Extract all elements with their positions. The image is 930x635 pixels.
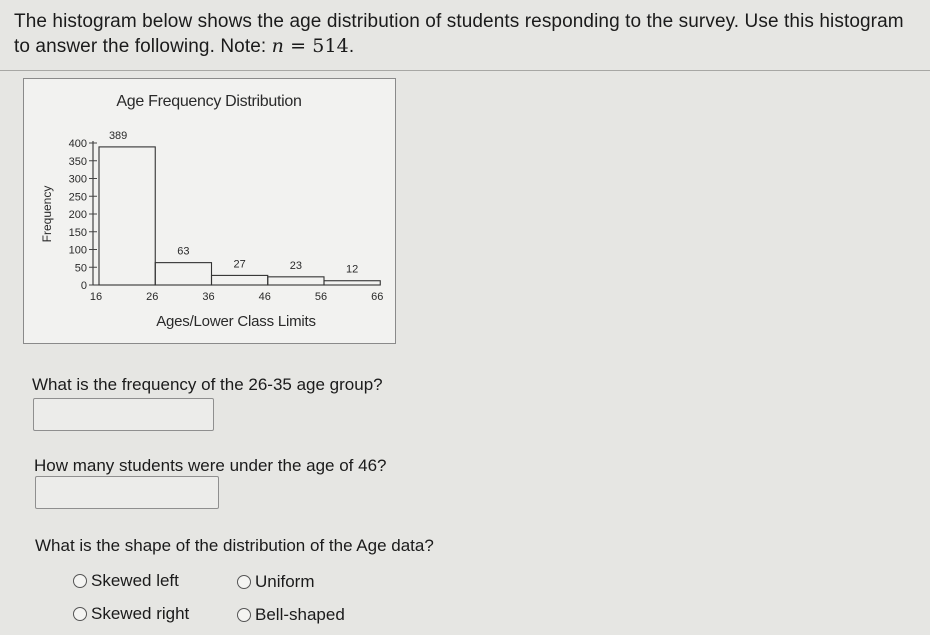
y-axis-title: Frequency [40, 185, 54, 243]
bar-value-label: 27 [233, 258, 246, 271]
prompt-end: . [348, 36, 355, 57]
y-tick-label: 350 [68, 155, 87, 168]
y-tick-label: 0 [80, 280, 87, 292]
q2-answer-field[interactable] [35, 476, 219, 509]
radio-button-icon[interactable] [73, 574, 87, 588]
bar-value-label: 63 [177, 245, 190, 258]
bar-value-label: 12 [346, 263, 359, 276]
x-tick-label: 56 [314, 291, 328, 303]
sample-size-equation [272, 35, 349, 57]
option-label: Bell-shaped [255, 605, 345, 624]
sample-size-value: = 514 [283, 35, 349, 57]
x-tick-label: 16 [89, 291, 103, 303]
option-skewed-left[interactable] [73, 570, 179, 592]
y-tick-label: 50 [74, 262, 87, 275]
x-tick-label: 36 [202, 291, 215, 303]
histogram-bar [212, 275, 268, 285]
prompt-text: The histogram below shows the age distribution of students responding to the survey. Use this histogram to answer the following. Note: [14, 11, 904, 57]
histogram-chart [23, 78, 396, 344]
option-label: Uniform [255, 572, 315, 591]
histogram-bar [155, 263, 211, 285]
radio-button-icon[interactable] [237, 575, 251, 589]
option-label: Skewed left [91, 571, 179, 590]
x-tick-label: 66 [371, 291, 384, 303]
option-skewed-right[interactable] [73, 603, 189, 625]
y-tick-label: 250 [68, 191, 87, 204]
x-tick-label: 26 [146, 291, 159, 303]
sample-size-variable: n [271, 35, 284, 57]
problem-statement [14, 10, 919, 59]
option-bell-shaped[interactable] [237, 604, 345, 626]
radio-button-icon[interactable] [73, 607, 87, 621]
bar-value-label: 23 [289, 259, 302, 272]
y-tick-label: 400 [68, 138, 87, 150]
option-uniform[interactable] [237, 571, 315, 593]
histogram-bar [268, 277, 324, 285]
histogram-svg [24, 79, 395, 343]
q2-label: How many students were under the age of 46? [34, 456, 387, 475]
radio-button-icon[interactable] [237, 608, 251, 622]
histogram-bar [324, 281, 380, 285]
y-tick-label: 200 [68, 209, 87, 221]
x-axis-title: Ages/Lower Class Limits [156, 313, 316, 330]
q1-answer-field[interactable] [33, 398, 214, 431]
histogram-bar [99, 147, 155, 285]
option-label: Skewed right [91, 604, 190, 623]
y-tick-label: 150 [68, 226, 87, 239]
x-tick-label: 46 [258, 291, 271, 303]
y-tick-label: 100 [68, 244, 87, 257]
chart-title: Age Frequency Distribution [116, 93, 302, 110]
y-tick-label: 300 [68, 173, 87, 186]
q3-label: What is the shape of the distribution of the Age data? [35, 536, 434, 555]
q1-label: What is the frequency of the 26-35 age group? [32, 375, 383, 394]
divider-line [0, 70, 930, 71]
bar-value-label: 389 [108, 129, 128, 142]
